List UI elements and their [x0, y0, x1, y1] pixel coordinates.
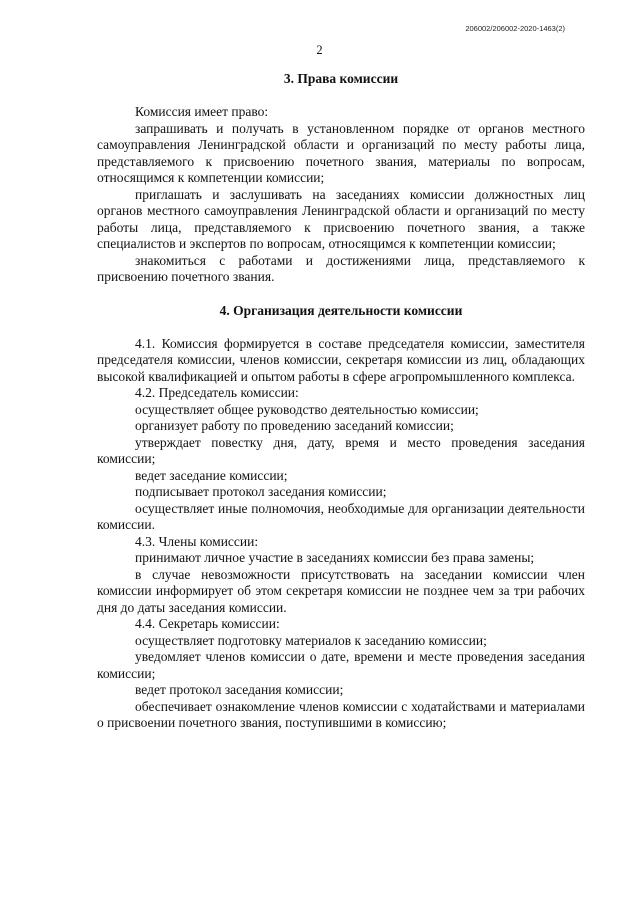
paragraph: 4.4. Секретарь комиссии:	[135, 616, 280, 631]
paragraph: ведет протокол заседания комиссии;	[135, 682, 344, 697]
paragraph: осуществляет общее руководство деятельностью комиссии;	[135, 401, 479, 417]
document-id: 206002/206002-2020-1463(2)	[465, 24, 565, 33]
paragraph: 4.3. Члены комиссии:	[135, 533, 259, 549]
paragraph: 4.2. Председатель комиссии:	[135, 385, 299, 400]
paragraph: знакомиться с работами и достижениями лица, представляемого к присвоению почетного звания.	[97, 252, 585, 284]
paragraph: запрашивать и получать в установленном порядке от органов местного самоуправления Ленинградской области и организаций по месту работы лица, представляемого к присвоению почетного звания, материалы по вопросам, относящимся к компетенции комиссии;	[97, 120, 585, 185]
paragraph: подписывает протокол заседания комиссии;	[135, 484, 387, 499]
section-4-title: 4. Организация деятельности комиссии	[219, 302, 463, 318]
paragraph: ведет заседание комиссии;	[135, 467, 288, 483]
paragraph: организует работу по проведению заседаний комиссии;	[135, 418, 454, 433]
document-body	[97, 70, 585, 732]
paragraph: Комиссия имеет право:	[135, 104, 269, 119]
paragraph: обеспечивает ознакомление членов комиссии с ходатайствами и материалами о присвоении почетного звания, поступившими в комиссию;	[97, 698, 585, 730]
page-number: 2	[316, 43, 323, 57]
paragraph: в случае невозможности присутствовать на заседании комиссии член комиссии информирует об этом секретаря комиссии не позднее чем за три рабочих дня до даты заседания комиссии.	[97, 566, 585, 615]
paragraph: уведомляет членов комиссии о дате, времени и месте проведения заседания комиссии;	[97, 649, 585, 681]
paragraph: принимают личное участие в заседаниях комиссии без права замены;	[135, 550, 535, 565]
paragraph: осуществляет иные полномочия, необходимые для организации деятельности комиссии.	[97, 500, 585, 532]
section-3-title: 3. Права комиссии	[283, 71, 399, 86]
paragraph: 4.1. Комиссия формируется в составе председателя комиссии, заместителя председателя комиссии, членов комиссии, секретаря комиссии из лиц, обладающих высокой квалификацией и опытом работы в сфере агропромышленного комплекса.	[97, 335, 585, 384]
paragraph: утверждает повестку дня, дату, время и место проведения заседания комиссии;	[97, 434, 585, 466]
paragraph: осуществляет подготовку материалов к заседанию комиссии;	[135, 632, 487, 648]
paragraph: приглашать и заслушивать на заседаниях комиссии должностных лиц органов местного самоуправления Ленинградской области и организаций по месту работы лица, представляемого к присвоению почетного звания, а также специалистов и экспертов по вопросам, относящимся к компетенции комиссии;	[97, 186, 585, 251]
